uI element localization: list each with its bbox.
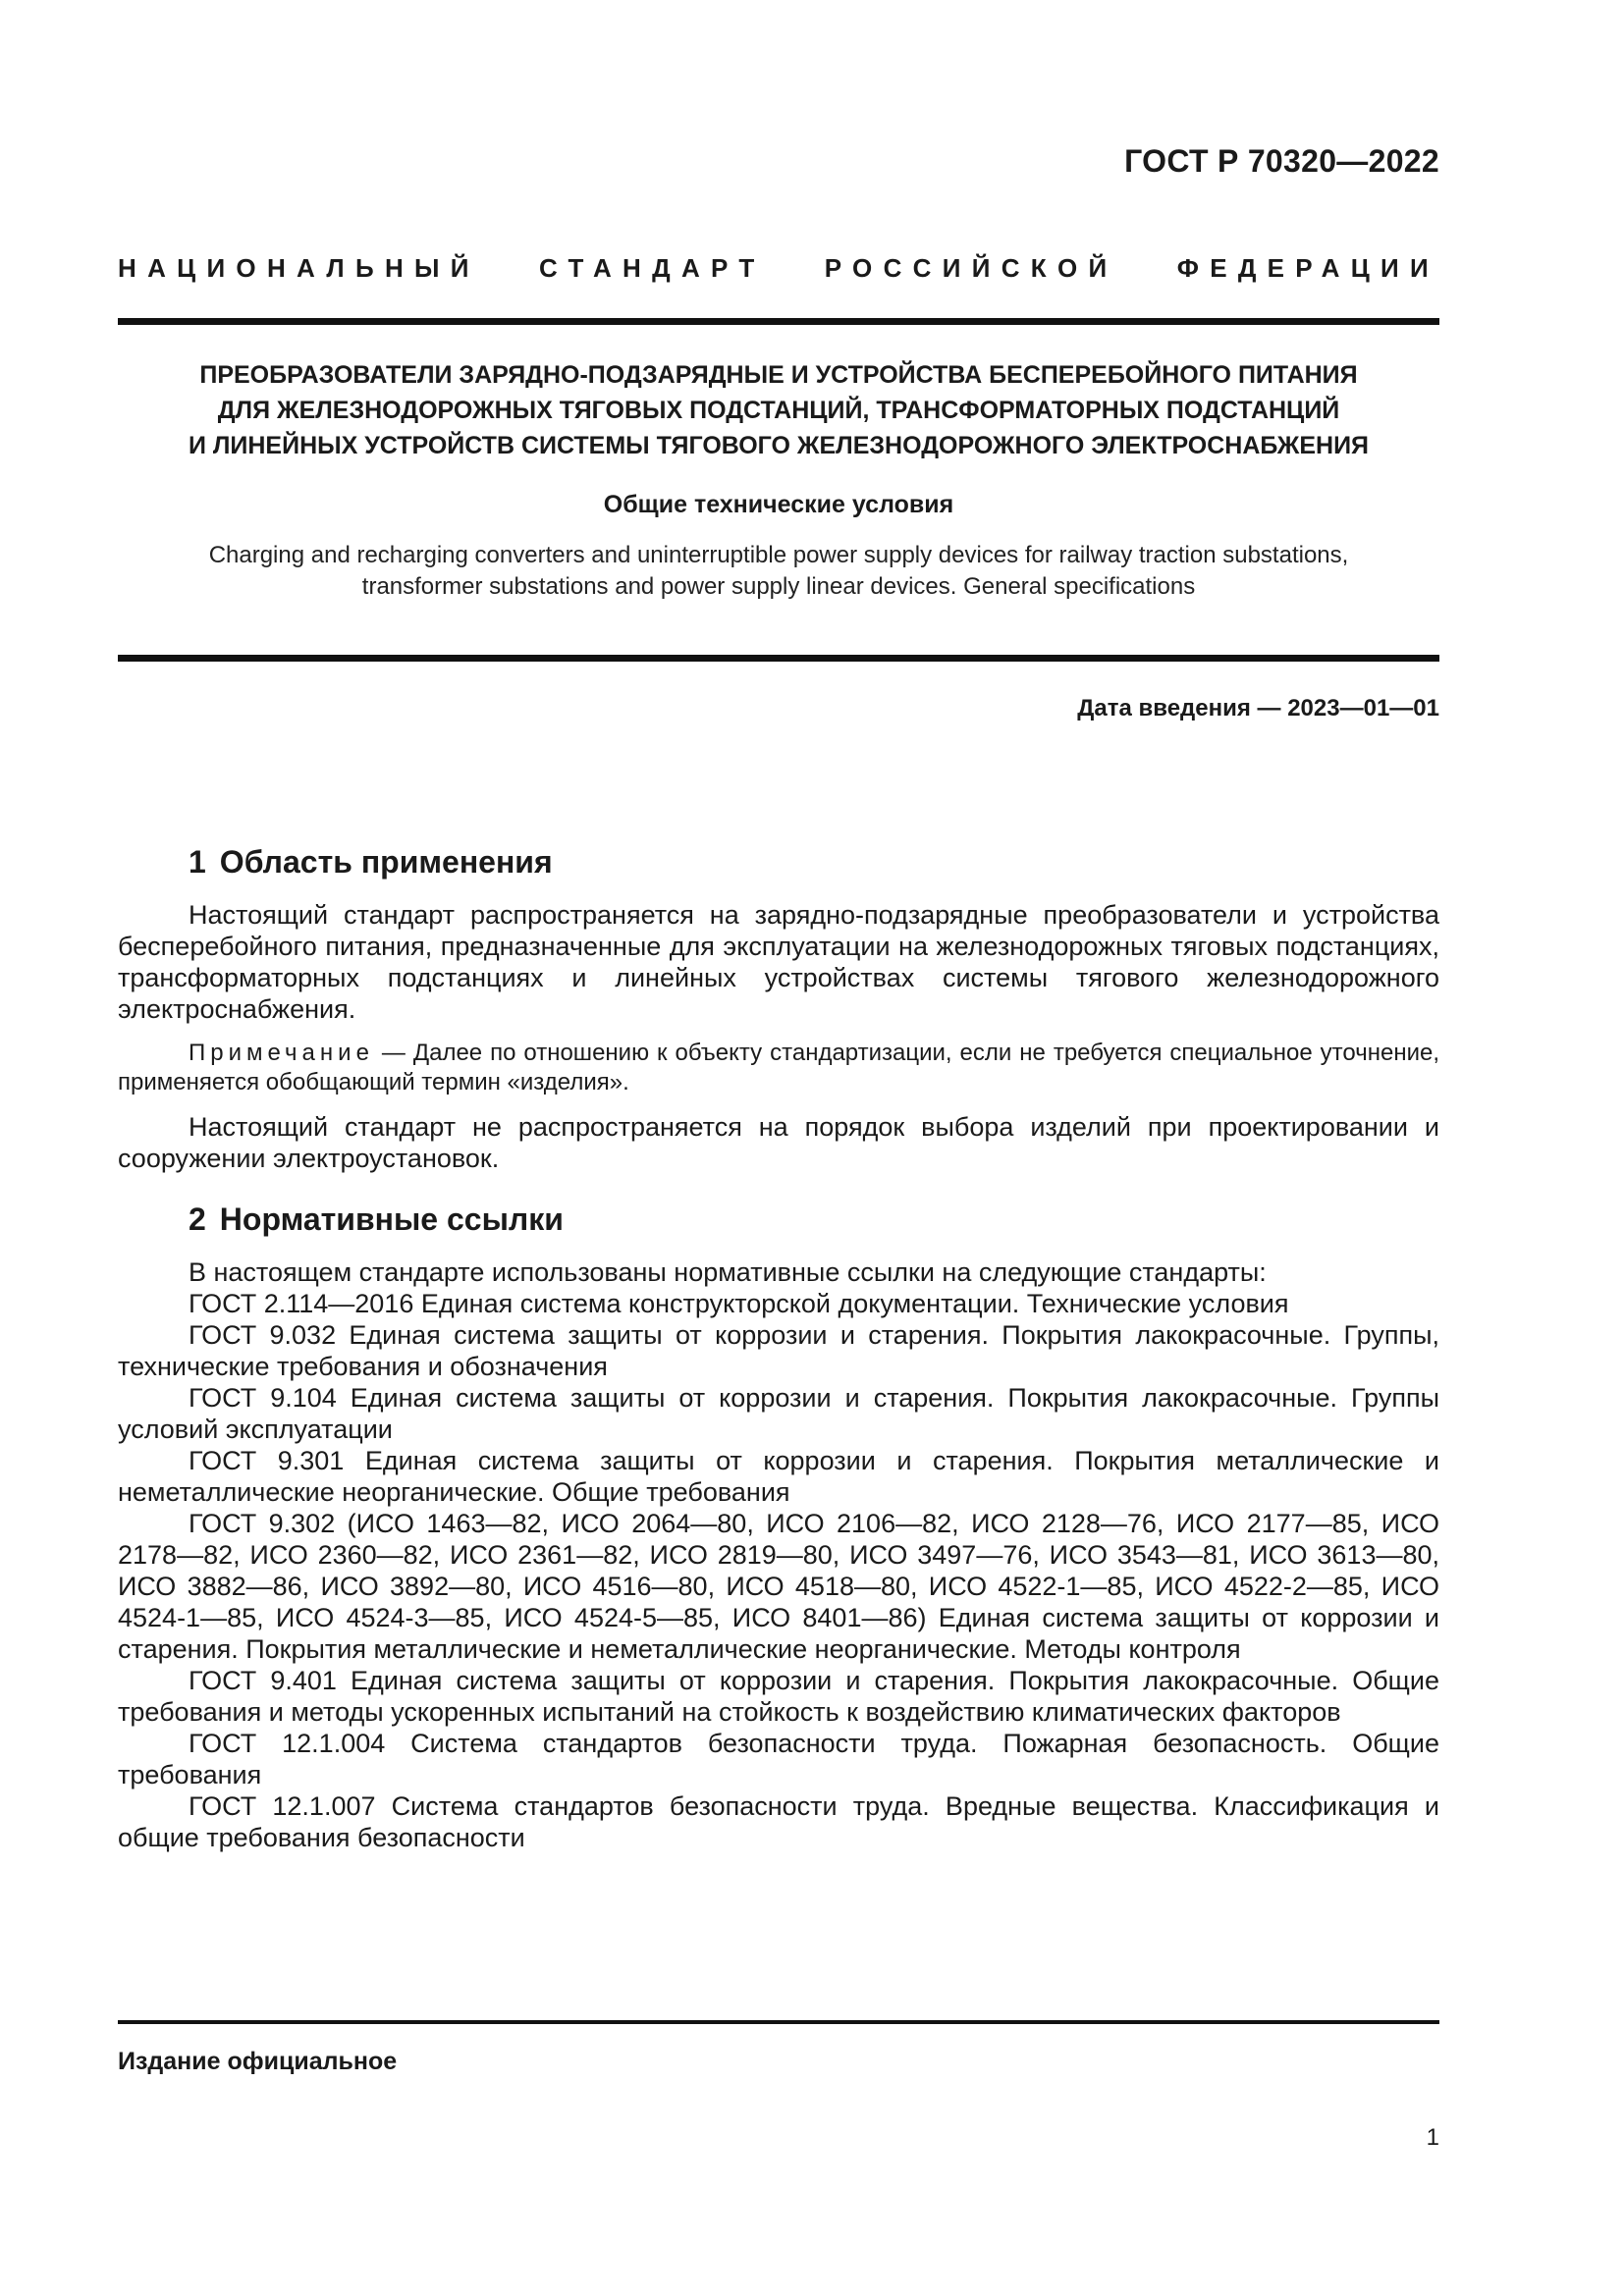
subtitle: Общие технические условия bbox=[603, 491, 954, 518]
title-rule bbox=[118, 655, 1439, 662]
section-number: 2 bbox=[189, 1201, 206, 1237]
reference-item: ГОСТ 9.401 Единая система защиты от коррозии и старения. Покрытия лакокрасочные. Общие требования и методы ускоренных испытаний на стойкость к воздействию климатических факторов bbox=[118, 1666, 1439, 1727]
reference-item: ГОСТ 9.302 (ИСО 1463—82, ИСО 2064—80, ИСО 2106—82, ИСО 2128—76, ИСО 2177—85, ИСО 2178—82, ИСО 2360—82, ИСО 2361—82, ИСО 2819—80, ИСО 3497—76, ИСО 3543—81, ИСО 3613—80, ИСО 3882—86, ИСО 3892—80, ИСО 4516—80, ИСО 4518—80, ИСО 4522-1—85, ИСО 4522-2—85, ИСО 4524-1—85, ИСО 4524-3—85, ИСО 4524-5—85, ИСО 8401—86) Единая система защиты от коррозии и старения. Покрытия металлические и неметаллические неорганические. Методы контроля bbox=[118, 1509, 1439, 1664]
title-line: И ЛИНЕЙНЫХ УСТРОЙСТВ СИСТЕМЫ ТЯГОВОГО ЖЕЛЕЗНОДОРОЖНОГО ЭЛЕКТРОСНАБЖЕНИЯ bbox=[188, 432, 1370, 459]
reference-item: ГОСТ 12.1.007 Система стандартов безопасности труда. Вредные вещества. Классификация и общие требования безопасности bbox=[118, 1791, 1439, 1852]
title-block bbox=[118, 357, 1439, 603]
reference-item: ГОСТ 2.114—2016 Единая система конструкторской документации. Технические условия bbox=[189, 1289, 1289, 1318]
reference-item: ГОСТ 12.1.004 Система стандартов безопасности труда. Пожарная безопасность. Общие требования bbox=[118, 1729, 1439, 1789]
note-label: Примечание bbox=[189, 1040, 374, 1066]
title-line: ДЛЯ ЖЕЛЕЗНОДОРОЖНЫХ ТЯГОВЫХ ПОДСТАНЦИЙ, ТРАНСФОРМАТОРНЫХ ПОДСТАНЦИЙ bbox=[217, 397, 1340, 424]
note bbox=[118, 1039, 1439, 1097]
english-title-line: transformer substations and power supply linear devices. General specifications bbox=[361, 573, 1196, 600]
reference-item: ГОСТ 9.032 Единая система защиты от коррозии и старения. Покрытия лакокрасочные. Группы, технические требования и обозначения bbox=[118, 1320, 1439, 1381]
official-edition-label: Издание официальное bbox=[118, 2048, 398, 2075]
introduction-date: Дата введения — 2023—01—01 bbox=[1077, 695, 1439, 721]
reference-item: ГОСТ 9.301 Единая система защиты от коррозии и старения. Покрытия металлические и неметаллические неорганические. Общие требования bbox=[118, 1446, 1439, 1507]
national-standard-heading: НАЦИОНАЛЬНЫЙ СТАНДАРТ РОССИЙСКОЙ ФЕДЕРАЦИИ bbox=[118, 253, 1439, 283]
section-number: 1 bbox=[189, 844, 206, 880]
note-text: — Далее по отношению к объекту стандартизации, если не требуется специальное уточнение, применяется обобщающий термин «изделия». bbox=[118, 1040, 1439, 1095]
footer-rule bbox=[118, 2020, 1439, 2024]
top-rule bbox=[118, 318, 1439, 325]
title-line: ПРЕОБРАЗОВАТЕЛИ ЗАРЯДНО-ПОДЗАРЯДНЫЕ И УСТРОЙСТВА БЕСПЕРЕБОЙНОГО ПИТАНИЯ bbox=[199, 361, 1358, 389]
page-number: 1 bbox=[1426, 2124, 1439, 2151]
section-heading-scope bbox=[118, 842, 1439, 881]
section-title: Нормативные ссылки bbox=[219, 1201, 564, 1237]
english-title-line: Charging and recharging converters and uninterruptible power supply devices for railway traction substations, bbox=[208, 542, 1349, 568]
reference-item: ГОСТ 9.104 Единая система защиты от коррозии и старения. Покрытия лакокрасочные. Группы условий эксплуатации bbox=[118, 1383, 1439, 1444]
english-title bbox=[118, 540, 1439, 603]
paragraph: Настоящий стандарт не распространяется на порядок выбора изделий при проектировании и сооружении электроустановок. bbox=[118, 1112, 1439, 1173]
section-title: Область применения bbox=[219, 844, 553, 880]
references-intro: В настоящем стандарте использованы нормативные ссылки на следующие стандарты: bbox=[189, 1257, 1267, 1287]
standard-code: ГОСТ Р 70320—2022 bbox=[1124, 143, 1439, 179]
main-content bbox=[118, 842, 1439, 1853]
section-heading-references bbox=[118, 1200, 1439, 1239]
paragraph: Настоящий стандарт распространяется на зарядно-подзарядные преобразователи и устройства бесперебойного питания, предназначенные для эксплуатации на железнодорожных тяговых подстанциях, трансформаторных подстанциях и линейных устройствах системы тягового железнодорожного электроснабжения. bbox=[118, 900, 1439, 1024]
